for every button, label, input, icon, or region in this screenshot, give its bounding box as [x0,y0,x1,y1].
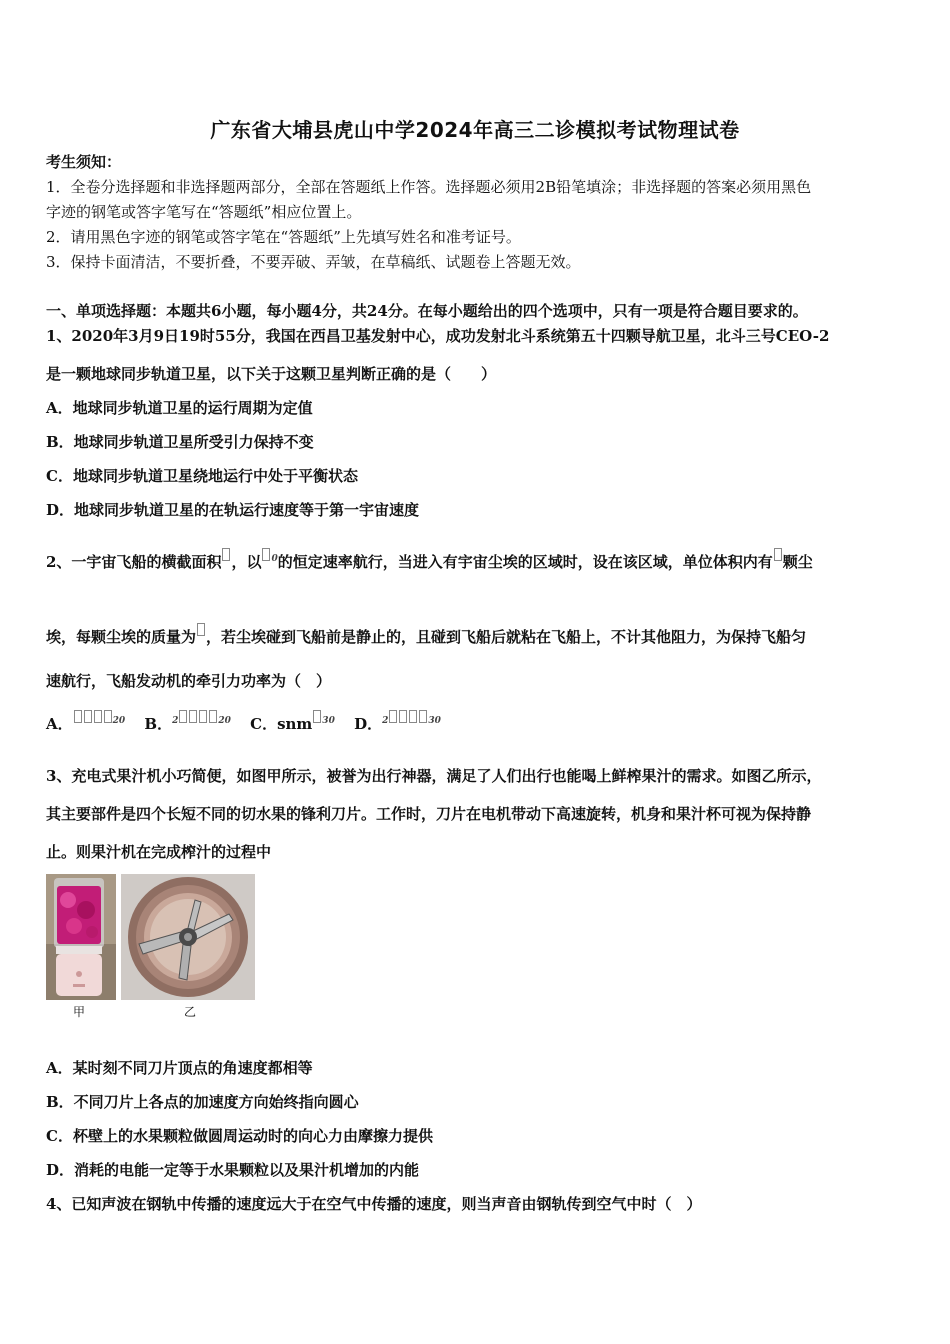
question-3-stem: 止。则果汁机在完成榨汁的过程中 [46,843,272,861]
formula-placeholder-icon [409,710,417,723]
question-2-options [46,710,455,734]
notice-line: 3．保持卡面清洁，不要折叠，不要弄破、弄皱，在草稿纸、试题卷上答题无效。 [46,253,581,271]
question-1-stem: 是一颗地球同步轨道卫星，以下关于这颗卫星判断正确的是（ ） [46,365,497,383]
question-1-option-d: D．地球同步轨道卫星的在轨运行速度等于第一宇宙速度 [46,501,420,519]
question-2-stem: 速航行，飞船发动机的牵引力功率为（ ） [46,672,332,690]
question-3-stem: 3、充电式果汁机小巧简便，如图甲所示，被誉为出行神器，满足了人们出行也能喝上鲜榨果汁的需求。如图乙所示， [46,767,822,785]
formula-placeholder-icon [94,710,102,723]
notice-heading: 考生须知： [46,153,122,171]
question-3-option-a: A．某时刻不同刀片顶点的角速度都相等 [46,1059,313,1077]
formula-placeholder-icon [209,710,217,723]
notice-line: 1．全卷分选择题和非选择题两部分，全部在答题纸上作答。选择题必须用2B铅笔填涂；非选择题的答案必须用黑色 [46,178,812,196]
juicer-photo-icon [46,874,116,1000]
formula-placeholder-icon [399,710,407,723]
question-2-option-d: D．$^2$ $^{30}$ [354,715,441,733]
formula-placeholder-icon [74,710,82,723]
question-4-stem: 4、已知声波在钢轨中传播的速度远大于在空气中传播的速度，则当声音由钢轨传到空气中时（ ） [46,1195,702,1213]
formula-placeholder-icon [313,710,321,723]
question-1-option-b: B．地球同步轨道卫星所受引力保持不变 [46,433,314,451]
notice-line: 字迹的钢笔或答字笔写在“答题纸”相应位置上。 [46,203,362,221]
juicer-photo [46,874,116,1000]
question-1-option-a: A．地球同步轨道卫星的运行周期为定值 [46,399,313,417]
question-1-option-c: C．地球同步轨道卫星绕地运行中处于平衡状态 [46,467,358,485]
formula-placeholder-icon [189,710,197,723]
photo-caption: 甲 [73,1005,86,1019]
formula-placeholder-icon [419,710,427,723]
section-heading: 一、单项选择题：本题共6小题，每小题4分，共24分。在每小题给出的四个选项中，只有一项是符合题目要求的。 [46,302,808,320]
blade-photo-icon [121,874,255,1000]
blade-photo [121,874,255,1000]
question-3-option-d: D．消耗的电能一定等于水果颗粒以及果汁机增加的内能 [46,1161,420,1179]
question-2-option-b: B．$^2$ $^{20}$ [144,715,230,733]
question-2-option-a: A． $^{20}$ [46,715,125,733]
question-3-option-c: C．杯壁上的水果颗粒做圆周运动时的向心力由摩擦力提供 [46,1127,433,1145]
question-2-option-c: C．snm $^{30}$ [250,715,335,733]
formula-placeholder-icon [199,710,207,723]
formula-placeholder-icon [262,548,270,561]
question-2-stem: 2、一宇宙飞船的横截面积 ，以 $^0$的恒定速率航行，当进入有宇宙尘埃的区域时，设在该区域，单位体积内有 颗尘 [46,548,813,572]
question-3-stem: 其主要部件是四个长短不同的切水果的锋利刀片。工作时，刀片在电机带动下高速旋转，机身和果汁杯可视为保持静 [46,805,812,823]
formula-placeholder-icon [104,710,112,723]
question-2-stem: 埃，每颗尘埃的质量为 ，若尘埃碰到飞船前是静止的，且碰到飞船后就粘在飞船上，不计其他阻力，为保持飞船匀 [46,623,806,647]
formula-placeholder-icon [84,710,92,723]
question-1-stem: 1、2020年3月9日19时55分，我国在西昌卫基发射中心，成功发射北斗系统第五十四颗导航卫星，北斗三号CEO-2 [46,327,830,345]
page-title: 广东省大埔县虎山中学2024年高三二诊模拟考试物理试卷 [210,118,740,142]
formula-placeholder-icon [222,548,230,561]
notice-line: 2．请用黑色字迹的钢笔或答字笔在“答题纸”上先填写姓名和准考证号。 [46,228,521,246]
question-3-option-b: B．不同刀片上各点的加速度方向始终指向圆心 [46,1093,359,1111]
formula-placeholder-icon [774,548,782,561]
photo-caption: 乙 [184,1005,197,1019]
formula-placeholder-icon [179,710,187,723]
formula-placeholder-icon [197,623,205,636]
formula-placeholder-icon [389,710,397,723]
